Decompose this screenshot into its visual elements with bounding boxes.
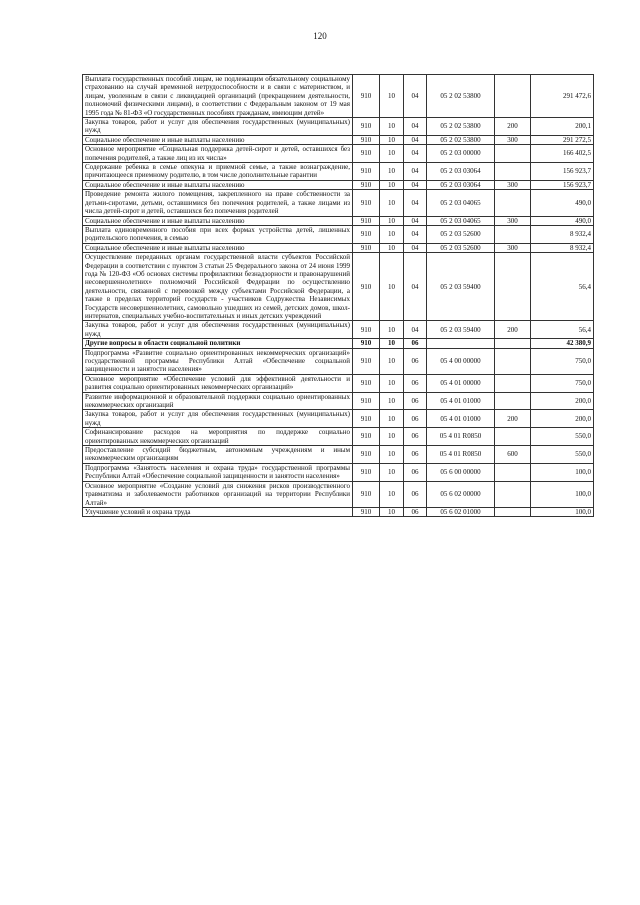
item-name: Содержание ребенка в семье опекуна и приемной семье, а также вознаграждение, причитающееся приемному родителю, в том числе дополнительные гарантии [83,163,353,181]
subsection-code: 04 [404,75,427,118]
target-item-code: 05 6 02 01000 [427,507,495,516]
section-code: 10 [380,75,404,118]
expense-type-code: 300 [495,180,531,189]
section-code: 10 [380,163,404,181]
subsection-code: 04 [404,225,427,243]
target-item-code: 05 2 03 03064 [427,180,495,189]
ministry-code: 910 [353,190,380,216]
amount: 156 923,7 [531,180,594,189]
target-item-code: 05 2 03 03064 [427,163,495,181]
target-item-code: 05 4 00 00000 [427,348,495,374]
section-code: 10 [380,216,404,225]
expense-type-code: 200 [495,321,531,339]
subsection-code: 04 [404,190,427,216]
ministry-code: 910 [353,392,380,410]
page-number: 120 [313,31,327,41]
subsection-code: 06 [404,339,427,348]
item-name: Социальное обеспечение и иные выплаты населению [83,135,353,144]
section-code: 10 [380,190,404,216]
subsection-code: 06 [404,507,427,516]
subsection-code: 06 [404,392,427,410]
expense-type-code [495,392,531,410]
expense-type-code: 300 [495,216,531,225]
item-name: Социальное обеспечение и иные выплаты населению [83,216,353,225]
subsection-code: 04 [404,216,427,225]
subsection-code: 06 [404,463,427,481]
amount: 56,4 [531,321,594,339]
table-row [83,410,594,428]
item-name: Закупка товаров, работ и услуг для обеспечения государственных (муниципальных) нужд [83,321,353,339]
expense-type-code [495,348,531,374]
subsection-code: 04 [404,321,427,339]
table-row [83,225,594,243]
amount: 56,4 [531,253,594,321]
amount: 490,0 [531,190,594,216]
expense-type-code [495,75,531,118]
target-item-code: 05 4 01 01000 [427,410,495,428]
target-item-code: 05 4 01 01000 [427,392,495,410]
table-row [83,190,594,216]
ministry-code: 910 [353,463,380,481]
subsection-code: 04 [404,163,427,181]
table-row [83,446,594,464]
ministry-code: 910 [353,507,380,516]
expense-type-code [495,163,531,181]
target-item-code: 05 2 02 53800 [427,118,495,136]
subsection-code: 06 [404,410,427,428]
ministry-code: 910 [353,253,380,321]
ministry-code: 910 [353,135,380,144]
ministry-code: 910 [353,410,380,428]
ministry-code: 910 [353,216,380,225]
expense-type-code: 300 [495,135,531,144]
budget-table [82,74,594,517]
table-row [83,428,594,446]
section-code: 10 [380,446,404,464]
amount: 100,0 [531,507,594,516]
amount: 200,1 [531,118,594,136]
item-name: Проведение ремонта жилого помещения, закрепленного на праве собственности за детьми-сиротами, детьми, оставшимися без попечения родителей, а также лицами из числа детей-сирот и детей, оставшихся без попечения родителей [83,190,353,216]
target-item-code: 05 2 03 04065 [427,216,495,225]
expense-type-code [495,253,531,321]
item-name: Закупка товаров, работ и услуг для обеспечения государственных (муниципальных) нужд [83,410,353,428]
item-name: Выплата государственных пособий лицам, не подлежащим обязательному социальному страхованию на случай временной нетрудоспособности и в связи с материнством, и лицам, уволенным в связи с ликвидацией организаций (прекращением деятельности, полномочий физическими лицами), в соответствии с Федеральным законом от 19 мая 1995 года № 81-ФЗ «О государственных пособиях гражданам, имеющим детей» [83,75,353,118]
amount: 200,0 [531,392,594,410]
subsection-code: 06 [404,374,427,392]
subsection-code: 04 [404,253,427,321]
item-name: Основное мероприятие «Социальная поддержка детей-сирот и детей, оставшихся без попечения родителей, а также лиц из их числа» [83,145,353,163]
amount: 166 402,5 [531,145,594,163]
amount: 750,0 [531,348,594,374]
amount: 8 932,4 [531,225,594,243]
target-item-code: 05 2 03 59400 [427,321,495,339]
item-name: Основное мероприятие «Создание условий для снижения рисков производственного травматизма и заболеваемости работников организаций на территории Республики Алтай» [83,481,353,507]
section-code: 10 [380,428,404,446]
section-code: 10 [380,145,404,163]
ministry-code: 910 [353,321,380,339]
ministry-code: 910 [353,163,380,181]
section-code: 10 [380,135,404,144]
item-name: Основное мероприятие «Обеспечение условий для эффективной деятельности и развития социально ориентированных некоммерческих организаций» [83,374,353,392]
ministry-code: 910 [353,243,380,252]
subsection-code: 06 [404,428,427,446]
target-item-code: 05 6 02 00000 [427,481,495,507]
table-row [83,243,594,252]
section-code: 10 [380,392,404,410]
amount: 550,0 [531,428,594,446]
item-name: Выплата единовременного пособия при всех формах устройства детей, лишенных родительского попечения, в семью [83,225,353,243]
item-name: Улучшение условий и охрана труда [83,507,353,516]
table-row [83,118,594,136]
amount: 42 380,9 [531,339,594,348]
section-code: 10 [380,463,404,481]
section-code: 10 [380,253,404,321]
ministry-code: 910 [353,145,380,163]
item-name: Подпрограмма «Занятость населения и охрана труда» государственной программы Республики Алтай «Обеспечение социальной защищенности и занятости населения» [83,463,353,481]
amount: 200,0 [531,410,594,428]
item-name: Социальное обеспечение и иные выплаты населению [83,243,353,252]
table-row [83,463,594,481]
table-row [83,507,594,516]
item-name: Софинансирование расходов на мероприятия по поддержке социально ориентированных некоммерческих организаций [83,428,353,446]
section-code: 10 [380,243,404,252]
target-item-code: 05 2 03 52600 [427,243,495,252]
target-item-code: 05 4 01 R0850 [427,428,495,446]
expense-type-code [495,190,531,216]
target-item-code: 05 2 03 04065 [427,190,495,216]
amount: 291 272,5 [531,135,594,144]
target-item-code [427,339,495,348]
section-code: 10 [380,410,404,428]
section-code: 10 [380,225,404,243]
table-row [83,339,594,348]
table-row [83,216,594,225]
amount: 490,0 [531,216,594,225]
section-code: 10 [380,348,404,374]
ministry-code: 910 [353,428,380,446]
table-row [83,481,594,507]
subsection-code: 04 [404,243,427,252]
table-row [83,321,594,339]
ministry-code: 910 [353,348,380,374]
ministry-code: 910 [353,446,380,464]
expense-type-code [495,507,531,516]
section-code: 10 [380,321,404,339]
ministry-code: 910 [353,481,380,507]
amount: 750,0 [531,374,594,392]
subsection-code: 06 [404,446,427,464]
item-name: Развитие информационной и образовательной поддержки социально ориентированных некоммерческих организаций [83,392,353,410]
section-code: 10 [380,339,404,348]
table-row [83,348,594,374]
amount: 100,0 [531,481,594,507]
ministry-code: 910 [353,374,380,392]
item-name: Осуществление переданных органам государственной власти субъектов Российской Федерации в соответствии с пунктом 3 статьи 25 Федерального закона от 24 июня 1999 года № 120-ФЗ «Об основах системы профилактики безнадзорности и правонарушений несовершеннолетних» полномочий Российской Федерации по осуществлению деятельности, связанной с перевозкой между субъектами Российской Федерации, а также в пределах территорий государств - участников Содружества Независимых Государств несовершеннолетних, самовольно ушедших из семей, детских домов, школ-интернатов, специальных учебно-воспитательных и иных детских учреждений [83,253,353,321]
subsection-code: 04 [404,180,427,189]
amount: 291 472,6 [531,75,594,118]
table-row [83,253,594,321]
amount: 8 932,4 [531,243,594,252]
target-item-code: 05 2 03 59400 [427,253,495,321]
target-item-code: 05 2 02 53800 [427,135,495,144]
amount: 100,0 [531,463,594,481]
amount: 156 923,7 [531,163,594,181]
expense-type-code: 300 [495,243,531,252]
target-item-code: 05 2 02 53800 [427,75,495,118]
table-row [83,163,594,181]
subsection-code: 06 [404,481,427,507]
ministry-code: 910 [353,225,380,243]
section-code: 10 [380,481,404,507]
table-row [83,392,594,410]
target-item-code: 05 4 01 R0850 [427,446,495,464]
section-code: 10 [380,374,404,392]
item-name: Подпрограмма «Развитие социально ориентированных некоммерческих организаций» государственной программы Республики Алтай «Обеспечение социальной защищенности и занятости населения» [83,348,353,374]
table-row [83,75,594,118]
target-item-code: 05 2 03 52600 [427,225,495,243]
ministry-code: 910 [353,75,380,118]
section-code: 10 [380,507,404,516]
expense-type-code: 600 [495,446,531,464]
target-item-code: 05 2 03 00000 [427,145,495,163]
expense-type-code [495,339,531,348]
expense-type-code [495,428,531,446]
table-row [83,145,594,163]
table-row [83,374,594,392]
target-item-code: 05 4 01 00000 [427,374,495,392]
table-body [83,75,594,517]
target-item-code: 05 6 00 00000 [427,463,495,481]
expense-type-code: 200 [495,118,531,136]
expense-type-code [495,225,531,243]
subsection-code: 04 [404,145,427,163]
subsection-code: 06 [404,348,427,374]
expense-type-code [495,463,531,481]
ministry-code: 910 [353,180,380,189]
ministry-code: 910 [353,118,380,136]
item-name: Другие вопросы в области социальной политики [83,339,353,348]
ministry-code: 910 [353,339,380,348]
expense-type-code: 200 [495,410,531,428]
item-name: Предоставление субсидий бюджетным, автономным учреждениям и иным некоммерческим организациям [83,446,353,464]
section-code: 10 [380,118,404,136]
expense-type-code [495,481,531,507]
section-code: 10 [380,180,404,189]
item-name: Социальное обеспечение и иные выплаты населению [83,180,353,189]
table-row [83,180,594,189]
subsection-code: 04 [404,118,427,136]
expense-type-code [495,374,531,392]
item-name: Закупка товаров, работ и услуг для обеспечения государственных (муниципальных) нужд [83,118,353,136]
expense-type-code [495,145,531,163]
amount: 550,0 [531,446,594,464]
subsection-code: 04 [404,135,427,144]
table-row [83,135,594,144]
